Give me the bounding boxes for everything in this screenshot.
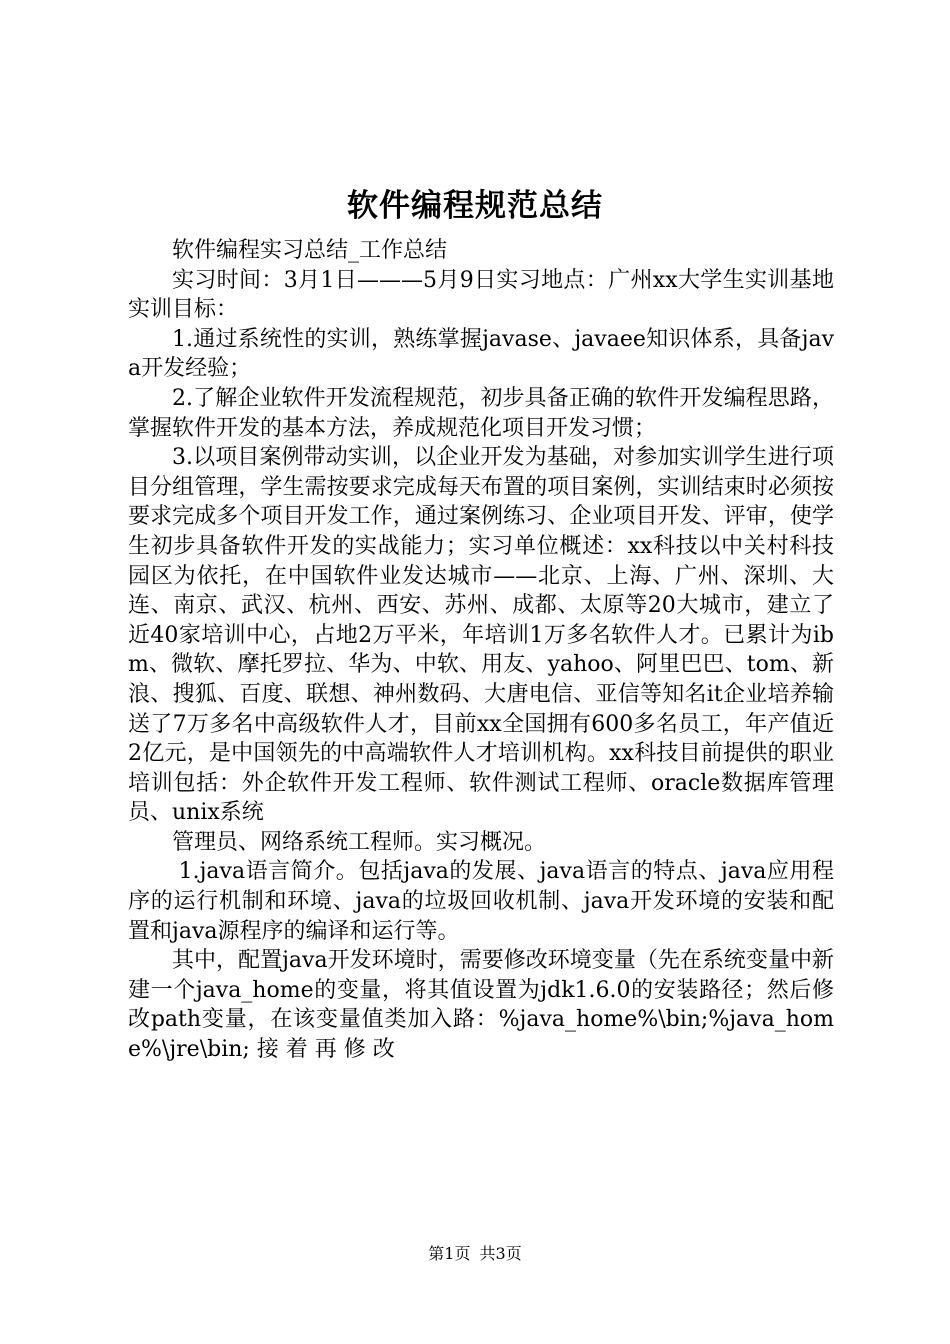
page-number-footer: 第1页 共3页 — [428, 1244, 522, 1263]
document-title: 软件编程规范总结 — [347, 188, 603, 224]
paragraph-continuation: 管理员、网络系统工程师。实习概况。 — [172, 829, 547, 855]
paragraph-internship-time: 实习时间：3月1日———5月9日实习地点：广州xx大学生实训基地实训目标： — [128, 267, 834, 323]
paragraph-goal-3: 3.以项目案例带动实训，以企业开发为基础，对参加实训学生进行项目分组管理，学生需按要求完成每天布置的项目案例，实训结束时必须按要求完成多个项目开发工作，通过案例练习、企业项目开发、评审，使学生初步具备软件开发的实战能力；实习单位概述：xx科技以中关村科技园区为依托，在中国软件业发达城市——北京、上海、广州、深圳、大连、南京、武汉、杭州、西安、苏州、成都、太原等20大城市，建立了近40家培训中心，占地2万平米，年培训1万多名软件人才。已累计为ibm、微软、摩托罗拉、华为、中软、用友、yahoo、阿里巴巴、tom、新浪、搜狐、百度、联想、神州数码、大唐电信、亚信等知名it企业培养输送了7万多名中高级软件人才，目前xx全国拥有600多名员工，年产值近2亿元，是中国领先的中高端软件人才培训机构。xx科技目前提供的职业培训包括：外企软件开发工程师、软件测试工程师、oracle数据库管理员、unix系统 — [128, 445, 834, 826]
paragraph-goal-2: 2.了解企业软件开发流程规范，初步具备正确的软件开发编程思路，掌握软件开发的基本方法，养成规范化项目开发习惯； — [128, 385, 834, 441]
paragraph-java-intro: 1.java语言简介。包括java的发展、java语言的特点、java应用程序的运行机制和环境、java的垃圾回收机制、java开发环境的安装和配置和java源程序的编译和运行等。 — [128, 859, 834, 944]
document-body — [128, 236, 834, 1065]
paragraph-java-config: 其中，配置java开发环境时，需要修改环境变量（先在系统变量中新建一个java_home的变量，将其值设置为jdk1.6.0的安装路径；然后修改path变量，在该变量值类加入路：%java_home%\bin;%java_home%\jre\bin; 接 着 再 修 改 — [128, 948, 834, 1063]
paragraph-subtitle: 软件编程实习总结_工作总结 — [172, 238, 448, 263]
paragraph-goal-1: 1.通过系统性的实训，熟练掌握javase、javaee知识体系，具备java开发经验； — [128, 326, 834, 382]
